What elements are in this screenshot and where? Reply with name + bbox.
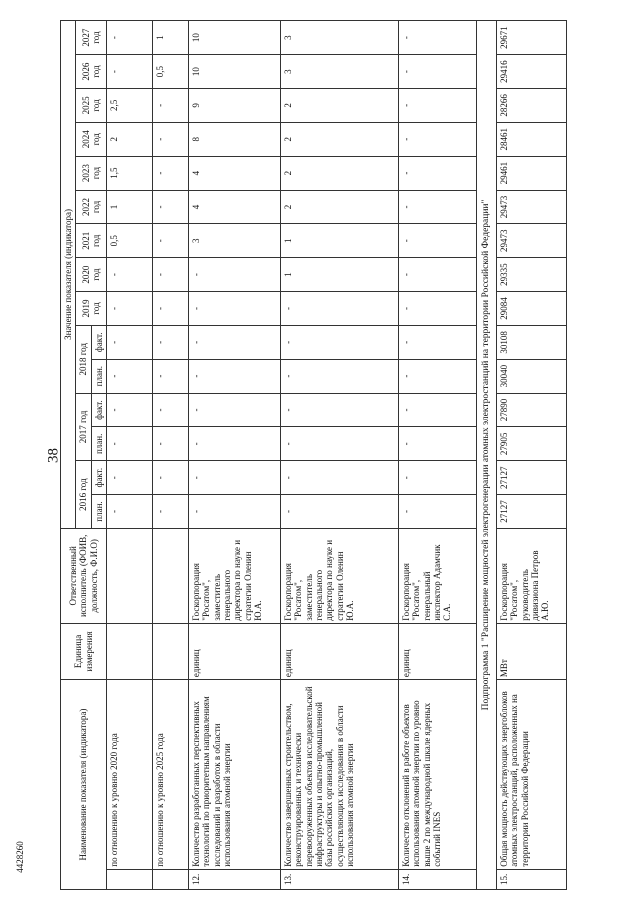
table-body bbox=[107, 21, 477, 890]
value-cell: - bbox=[399, 190, 477, 224]
value-cell: - bbox=[153, 224, 189, 258]
header-fact: факт. bbox=[91, 325, 106, 359]
row-number bbox=[153, 869, 189, 889]
value-cell: - bbox=[399, 427, 477, 461]
unit-cell: МВт bbox=[496, 623, 566, 679]
value-cell: 29461 bbox=[496, 156, 566, 190]
value-cell: - bbox=[189, 495, 281, 529]
indicator-name: Общая мощность действующих энергоблоков атомных электростанций, расположенных на территории Российской Федерации bbox=[496, 680, 566, 870]
unit-cell: единиц bbox=[399, 623, 477, 679]
value-cell: - bbox=[153, 359, 189, 393]
value-cell: 1 bbox=[281, 258, 399, 292]
value-cell: - bbox=[153, 122, 189, 156]
header-year-2017: 2017 год bbox=[76, 393, 91, 461]
indicator-table bbox=[60, 20, 567, 890]
header-name: Наименование показателя (индикатора) bbox=[61, 680, 107, 890]
value-cell: - bbox=[399, 89, 477, 123]
responsible-cell: Госкорпорация "Росатом", заместитель генерального директора по науке и стратегии Оленин Ю.А. bbox=[281, 528, 399, 623]
value-cell: 2 bbox=[281, 89, 399, 123]
unit-cell: единиц bbox=[189, 623, 281, 679]
value-cell: 4 bbox=[189, 190, 281, 224]
indicator-name: Количество разработанных перспективных технологий по приоритетным направлениям исследований и разработок в области использования атомной энергии bbox=[189, 680, 281, 870]
responsible-cell: Госкорпорация "Росатом", заместитель генерального директора по науке и стратегии Оленин Ю.А. bbox=[189, 528, 281, 623]
value-cell: 28266 bbox=[496, 89, 566, 123]
value-cell: - bbox=[153, 461, 189, 495]
value-cell: - bbox=[107, 21, 153, 55]
value-cell: 29416 bbox=[496, 55, 566, 89]
value-cell: 28461 bbox=[496, 122, 566, 156]
value-cell: - bbox=[189, 325, 281, 359]
row-number: 13. bbox=[281, 869, 399, 889]
row-number: 14. bbox=[399, 869, 477, 889]
value-cell: 8 bbox=[189, 122, 281, 156]
value-cell: - bbox=[153, 258, 189, 292]
table-body-subprogram bbox=[496, 21, 566, 890]
value-cell: - bbox=[399, 122, 477, 156]
header-plan: план. bbox=[91, 495, 106, 529]
value-cell: - bbox=[189, 292, 281, 326]
value-cell: - bbox=[189, 461, 281, 495]
value-cell: 27905 bbox=[496, 427, 566, 461]
value-cell: - bbox=[107, 258, 153, 292]
responsible-cell: Госкорпорация "Росатом", генеральный инспектор Адамчик С.А. bbox=[399, 528, 477, 623]
header-year: 2023 год bbox=[76, 156, 107, 190]
unit-cell bbox=[153, 623, 189, 679]
header-year-2016: 2016 год bbox=[76, 461, 91, 529]
value-cell: 2 bbox=[107, 122, 153, 156]
value-cell: - bbox=[107, 359, 153, 393]
value-cell: - bbox=[399, 325, 477, 359]
responsible-cell bbox=[107, 528, 153, 623]
value-cell: - bbox=[107, 495, 153, 529]
header-year: 2024 год bbox=[76, 122, 107, 156]
table-row bbox=[281, 21, 399, 890]
value-cell: - bbox=[189, 258, 281, 292]
header-year: 2019 год bbox=[76, 292, 107, 326]
value-cell: - bbox=[399, 495, 477, 529]
value-cell: 27890 bbox=[496, 393, 566, 427]
value-cell: 10 bbox=[189, 55, 281, 89]
value-cell: 1 bbox=[281, 224, 399, 258]
value-cell: 2 bbox=[281, 156, 399, 190]
value-cell: - bbox=[281, 495, 399, 529]
value-cell: - bbox=[153, 89, 189, 123]
indicator-name: по отношению к уровню 2025 года bbox=[153, 680, 189, 870]
value-cell: - bbox=[153, 495, 189, 529]
header-year: 2025 год bbox=[76, 89, 107, 123]
header-values: Значение показателя (индикатора) bbox=[61, 21, 76, 529]
table-row bbox=[399, 21, 477, 890]
value-cell: 30108 bbox=[496, 325, 566, 359]
value-cell: 27127 bbox=[496, 461, 566, 495]
table-row bbox=[189, 21, 281, 890]
unit-cell bbox=[107, 623, 153, 679]
value-cell: - bbox=[281, 393, 399, 427]
value-cell: - bbox=[153, 292, 189, 326]
value-cell: - bbox=[281, 461, 399, 495]
indicator-name: Количество завершенных строительством, реконструированных и технически перевооруженных объектов исследовательской инфраструктуры и опытно-промышленной базы российских организаций, осуществляющих исследования в области использования атомной энергии bbox=[281, 680, 399, 870]
value-cell: - bbox=[107, 461, 153, 495]
value-cell: - bbox=[399, 359, 477, 393]
value-cell: - bbox=[281, 292, 399, 326]
value-cell: - bbox=[399, 224, 477, 258]
page-number: 38 bbox=[45, 448, 62, 463]
header-year: 2021 год bbox=[76, 224, 107, 258]
value-cell: 9 bbox=[189, 89, 281, 123]
subprogram-title: Подпрограмма 1 "Расширение мощностей электрогенерации атомных электростанций на территории Российской Федерации" bbox=[477, 21, 497, 890]
table-row bbox=[107, 21, 153, 890]
value-cell: 3 bbox=[281, 21, 399, 55]
value-cell: 4 bbox=[189, 156, 281, 190]
value-cell: - bbox=[399, 55, 477, 89]
header-plan: план. bbox=[91, 359, 106, 393]
value-cell: 27127 bbox=[496, 495, 566, 529]
value-cell: - bbox=[153, 325, 189, 359]
value-cell: - bbox=[153, 393, 189, 427]
header-year: 2027 год bbox=[76, 21, 107, 55]
value-cell: - bbox=[399, 292, 477, 326]
value-cell: - bbox=[189, 393, 281, 427]
row-number: 12. bbox=[189, 869, 281, 889]
value-cell: 10 bbox=[189, 21, 281, 55]
responsible-cell bbox=[153, 528, 189, 623]
rotated-table-area bbox=[60, 20, 640, 890]
subprogram-section bbox=[477, 21, 497, 890]
value-cell: 30040 bbox=[496, 359, 566, 393]
value-cell: - bbox=[399, 21, 477, 55]
table-header bbox=[61, 21, 107, 890]
table-row bbox=[153, 21, 189, 890]
responsible-cell: Госкорпорация "Росатом", руководитель дивизиона Петров А.Ю. bbox=[496, 528, 566, 623]
row-number bbox=[107, 869, 153, 889]
value-cell: 29473 bbox=[496, 224, 566, 258]
value-cell: - bbox=[107, 393, 153, 427]
header-responsible: Ответственный исполнитель (ФОИВ, должность, Ф.И.О) bbox=[61, 528, 107, 623]
value-cell: - bbox=[281, 359, 399, 393]
value-cell: - bbox=[189, 359, 281, 393]
value-cell: - bbox=[153, 427, 189, 461]
header-fact: факт. bbox=[91, 393, 106, 427]
value-cell: 2 bbox=[281, 122, 399, 156]
value-cell: - bbox=[153, 190, 189, 224]
value-cell: 0,5 bbox=[153, 55, 189, 89]
indicator-name: Количество отклонений в работе объектов использования атомной энергии по уровню выше 2 по международной шкале ядерных событий INES bbox=[399, 680, 477, 870]
value-cell: - bbox=[399, 258, 477, 292]
subprogram-row bbox=[477, 21, 497, 890]
value-cell: 29335 bbox=[496, 258, 566, 292]
value-cell: 2 bbox=[281, 190, 399, 224]
header-year: 2020 год bbox=[76, 258, 107, 292]
table-row bbox=[496, 21, 566, 890]
value-cell: 1,5 bbox=[107, 156, 153, 190]
value-cell: - bbox=[153, 156, 189, 190]
value-cell: - bbox=[281, 325, 399, 359]
document-id: 4428260 bbox=[15, 841, 25, 873]
value-cell: - bbox=[399, 393, 477, 427]
header-unit: Единица измерения bbox=[61, 623, 107, 679]
value-cell: - bbox=[399, 156, 477, 190]
header-plan: план. bbox=[91, 427, 106, 461]
header-year: 2022 год bbox=[76, 190, 107, 224]
value-cell: 3 bbox=[281, 55, 399, 89]
value-cell: 29671 bbox=[496, 21, 566, 55]
value-cell: - bbox=[107, 427, 153, 461]
value-cell: 1 bbox=[107, 190, 153, 224]
table-container bbox=[60, 20, 640, 890]
value-cell: 29473 bbox=[496, 190, 566, 224]
header-year: 2026 год bbox=[76, 55, 107, 89]
value-cell: 3 bbox=[189, 224, 281, 258]
value-cell: 2,5 bbox=[107, 89, 153, 123]
header-fact: факт. bbox=[91, 461, 106, 495]
value-cell: - bbox=[107, 325, 153, 359]
unit-cell: единиц bbox=[281, 623, 399, 679]
value-cell: - bbox=[281, 427, 399, 461]
row-number: 15. bbox=[496, 869, 566, 889]
header-year-2018: 2018 год bbox=[76, 325, 91, 393]
value-cell: - bbox=[399, 461, 477, 495]
indicator-name: по отношению к уровню 2020 года bbox=[107, 680, 153, 870]
value-cell: 29084 bbox=[496, 292, 566, 326]
value-cell: 1 bbox=[153, 21, 189, 55]
value-cell: 0,5 bbox=[107, 224, 153, 258]
value-cell: - bbox=[107, 55, 153, 89]
value-cell: - bbox=[107, 292, 153, 326]
value-cell: - bbox=[189, 427, 281, 461]
